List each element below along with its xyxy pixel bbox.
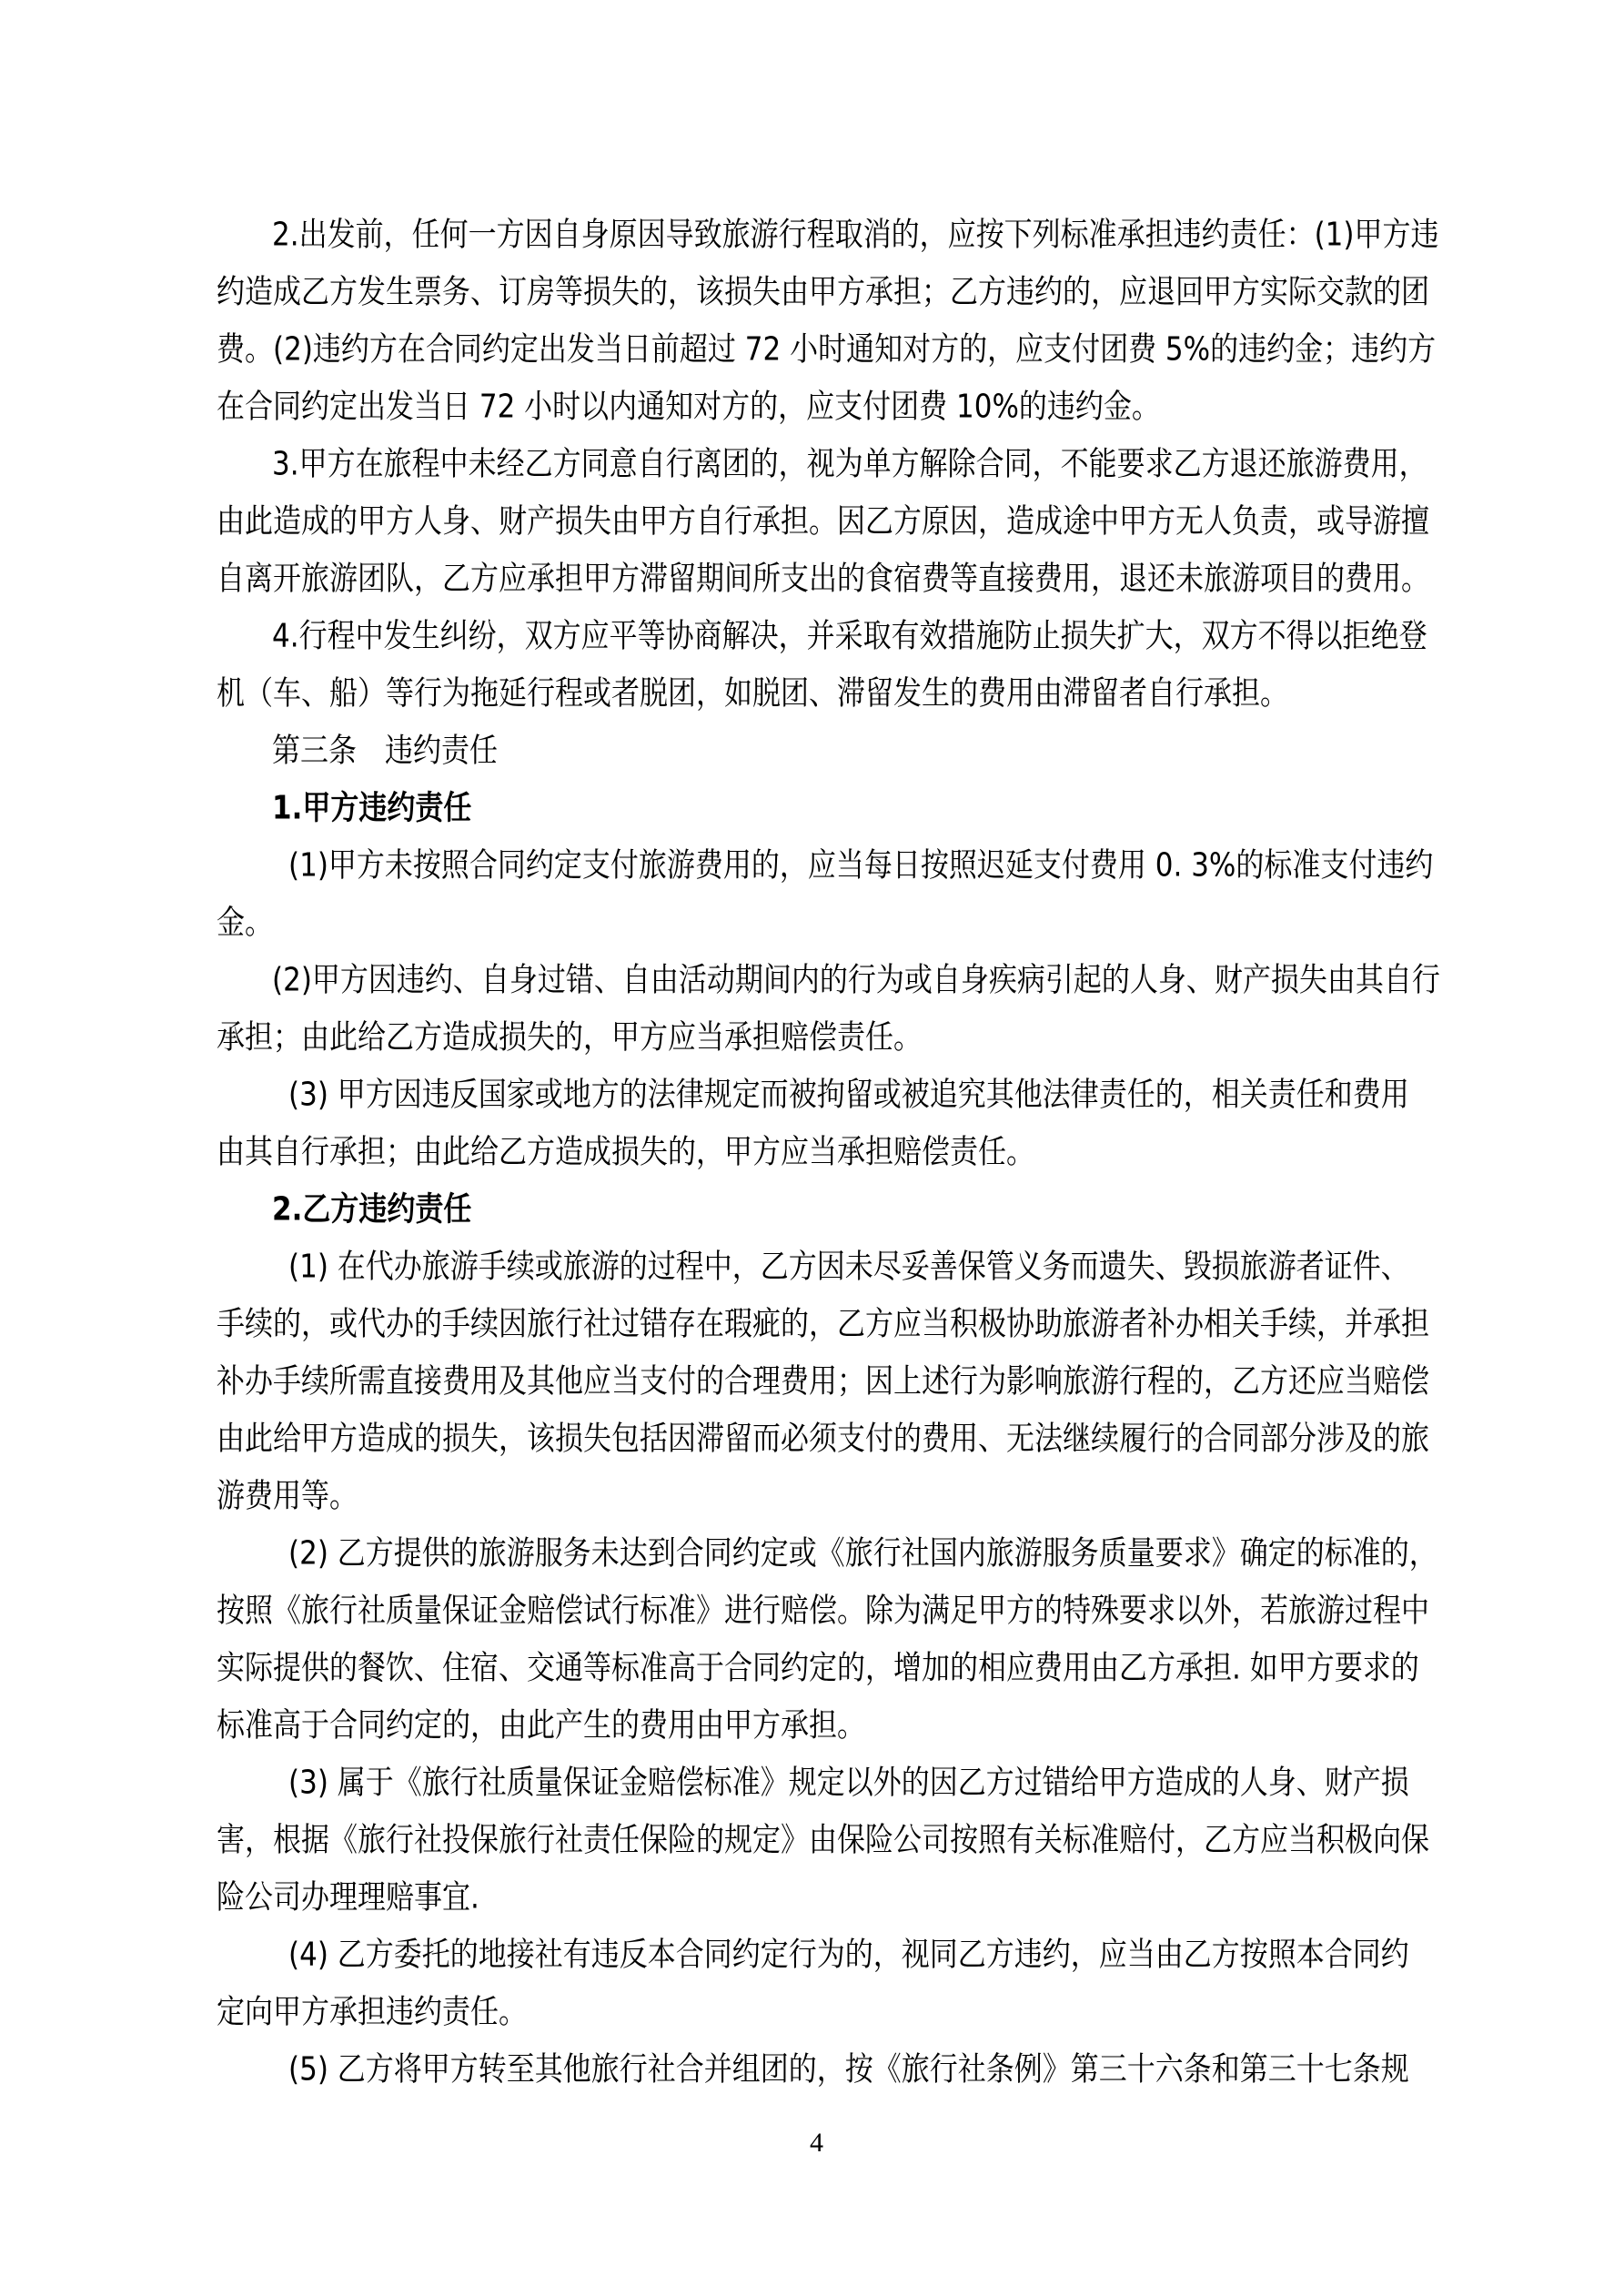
paragraph-line: 约造成乙方发生票务、订房等损失的，该损失由甲方承担；乙方违约的，应退回甲方实际交款的团 xyxy=(217,273,1429,311)
paragraph-line: 在合同约定出发当日 72 小时以内通知对方的，应支付团费 10%的违约金。 xyxy=(217,388,1160,426)
paragraph-line: 由此给甲方造成的损失，该损失包括因滞留而必须支付的费用、无法继续履行的合同部分涉及的旅 xyxy=(217,1420,1429,1458)
paragraph-line: (2) 乙方提供的旅游服务未达到合同约定或《旅行社国内旅游服务质量要求》确定的标准的， xyxy=(288,1534,1437,1573)
paragraph-line: (3) 属于《旅行社质量保证金赔偿标准》规定以外的因乙方过错给甲方造成的人身、财产损 xyxy=(288,1764,1409,1802)
paragraph-line: (4) 乙方委托的地接社有违反本合同约定行为的，视同乙方违约，应当由乙方按照本合同约 xyxy=(288,1936,1409,1974)
paragraph-line: 补办手续所需直接费用及其他应当支付的合理费用；因上述行为影响旅游行程的，乙方还应当赔偿 xyxy=(217,1362,1429,1401)
paragraph-line: 由此造成的甲方人身、财产损失由甲方自行承担。因乙方原因，造成途中甲方无人负责，或导游擅 xyxy=(217,502,1429,541)
paragraph-line: 费。(2)违约方在合同约定出发当日前超过 72 小时通知对方的，应支付团费 5%的违约金；违约方 xyxy=(217,330,1437,369)
paragraph-line: 手续的，或代办的手续因旅行社过错存在瑕疵的，乙方应当积极协助旅游者补办相关手续，并承担 xyxy=(217,1305,1429,1343)
paragraph-line: 定向甲方承担违约责任。 xyxy=(217,1993,527,2031)
paragraph-line: 按照《旅行社质量保证金赔偿试行标准》进行赔偿。除为满足甲方的特殊要求以外，若旅游过程中 xyxy=(217,1592,1429,1630)
paragraph-line: (5) 乙方将甲方转至其他旅行社合并组团的，按《旅行社条例》第三十六条和第三十七条规 xyxy=(288,2050,1409,2089)
paragraph-line: 实际提供的餐饮、住宿、交通等标准高于合同约定的，增加的相应费用由乙方承担. 如甲方要求的 xyxy=(217,1649,1419,1687)
paragraph-line: 4.行程中发生纠纷，双方应平等协商解决，并采取有效措施防止损失扩大，双方不得以拒绝登 xyxy=(272,617,1427,655)
paragraph-line: 3.甲方在旅程中未经乙方同意自行离团的，视为单方解除合同，不能要求乙方退还旅游费用， xyxy=(272,445,1427,483)
paragraph-line: 金。 xyxy=(217,904,273,942)
paragraph-line: (1)甲方未按照合同约定支付旅游费用的，应当每日按照迟延支付费用 0. 3%的标准支付违约 xyxy=(288,846,1434,885)
paragraph-line: 由其自行承担；由此给乙方造成损失的，甲方应当承担赔偿责任。 xyxy=(217,1133,1034,1171)
section-heading: 1.甲方违约责任 xyxy=(272,789,472,827)
paragraph-line: 自离开旅游团队，乙方应承担甲方滞留期间所支出的食宿费等直接费用，退还未旅游项目的费用。 xyxy=(217,560,1429,598)
paragraph-line: 标准高于合同约定的，由此产生的费用由甲方承担。 xyxy=(217,1706,865,1745)
page-number: 4 xyxy=(810,2128,823,2158)
paragraph-line: (3) 甲方因违反国家或地方的法律规定而被拘留或被追究其他法律责任的，相关责任和费用 xyxy=(288,1076,1409,1114)
paragraph-line: 2.出发前，任何一方因自身原因导致旅游行程取消的，应按下列标准承担违约责任：(1)甲方违 xyxy=(272,216,1439,254)
paragraph-line: 游费用等。 xyxy=(217,1477,358,1515)
paragraph-line: (1) 在代办旅游手续或旅游的过程中，乙方因未尽妥善保管义务而遗失、毁损旅游者证件、 xyxy=(288,1248,1409,1286)
paragraph-line: 机（车、船）等行为拖延行程或者脱团，如脱团、滞留发生的费用由滞留者自行承担。 xyxy=(217,674,1288,713)
section-heading: 2.乙方违约责任 xyxy=(272,1190,472,1229)
paragraph-line: 害，根据《旅行社投保旅行社责任保险的规定》由保险公司按照有关标准赔付，乙方应当积极向保 xyxy=(217,1821,1429,1859)
paragraph-line: (2)甲方因违约、自身过错、自由活动期间内的行为或自身疾病引起的人身、财产损失由其自行 xyxy=(272,961,1440,999)
paragraph-line: 承担；由此给乙方造成损失的，甲方应当承担赔偿责任。 xyxy=(217,1018,922,1057)
paragraph-line: 险公司办理理赔事宜. xyxy=(217,1878,479,1917)
article-heading: 第三条 违约责任 xyxy=(272,732,498,770)
